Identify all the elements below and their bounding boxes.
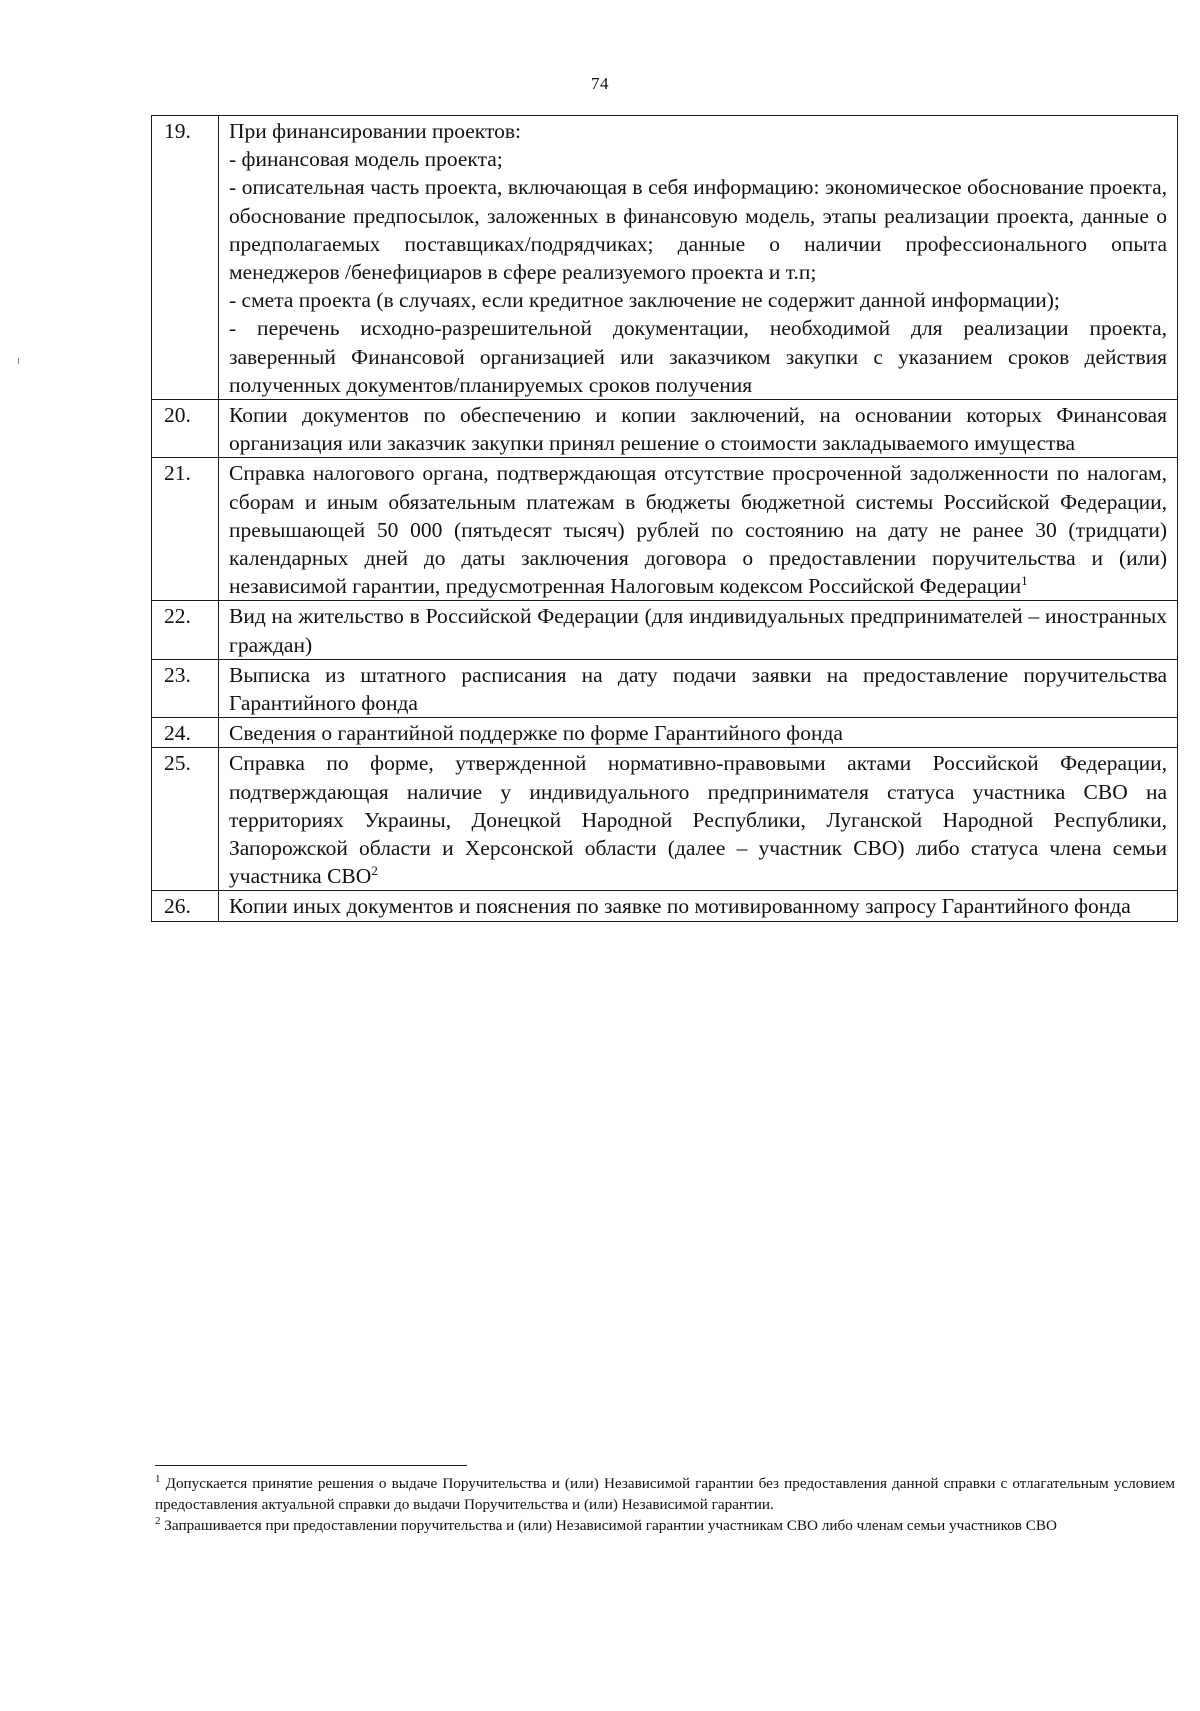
scan-margin-mark <box>18 358 19 364</box>
footnotes <box>155 1473 1175 1536</box>
table-row <box>152 458 1178 601</box>
row-line: Копии документов по обеспечению и копии заключений, на основании которых Финансовая организация или заказчик закупки принял решение о стоимости закладываемого имущества <box>229 403 1167 456</box>
table-row <box>152 891 1178 921</box>
footnote-mark: 1 <box>155 1472 161 1485</box>
row-text <box>219 891 1178 921</box>
footnote-mark: 2 <box>155 1514 161 1527</box>
footnote-separator <box>155 1465 467 1466</box>
row-line: Выписка из штатного расписания на дату подачи заявки на предоставление поручительства Гарантийного фонда <box>229 662 1167 716</box>
row-line: - описательная часть проекта, включающая в себя информацию: экономическое обоснование проекта, обоснование предпосылок, заложенных в финансовую модель, этапы реализации проекта, данные о предполагаемых поставщиках/подрядчиках; данные о наличии профессионального опыта менеджеров /бенефициаров в сфере реализуемого проекта и т.п; <box>229 175 1167 285</box>
row-text <box>219 400 1178 458</box>
footnote-reference: 1 <box>1021 573 1028 589</box>
documents-table <box>151 115 1178 922</box>
row-line: - финансовая модель проекта; <box>229 147 503 172</box>
row-line: Справка по форме, утвержденной нормативно-правовыми актами Российской Федерации, подтверждающая наличие у индивидуального предпринимателя статуса участника СВО на территориях Украины, Донецкой Народной Республики, Луганской Народной Республики, Запорожской области и Херсонской области (далее – участник СВО) либо статуса члена семьи участника СВО <box>229 751 1167 889</box>
row-line: Вид на жительство в Российской Федерации (для индивидуальных предпринимателей – иностранных граждан) <box>229 604 1167 657</box>
row-number: 20. <box>152 400 219 458</box>
row-number: 19. <box>152 116 219 400</box>
row-line: При финансировании проектов: <box>229 119 521 143</box>
row-line: - смета проекта (в случаях, если кредитное заключение не содержит данной информации); <box>229 288 1060 313</box>
page-number: 74 <box>591 74 609 93</box>
row-number: 24. <box>152 718 219 748</box>
row-number: 25. <box>152 748 219 891</box>
row-number: 23. <box>152 659 219 717</box>
footnote-text: Допускается принятие решения о выдаче Поручительства и (или) Независимой гарантии без предоставления данной справки с отлагательным условием предоставления актуальной справки до выдачи Поручительства и (или) Независимой гарантии. <box>155 1475 1175 1513</box>
row-number: 22. <box>152 601 219 659</box>
row-text <box>219 458 1178 601</box>
row-line: Сведения о гарантийной поддержке по форме Гарантийного фонда <box>229 721 843 746</box>
row-line: - перечень исходно-разрешительной документации, необходимой для реализации проекта, заверенный Финансовой организацией или заказчиком закупки с указанием сроков действия полученных документов/планируемых сроков получения <box>229 316 1167 397</box>
table-row <box>152 400 1178 458</box>
footnote-text: Запрашивается при предоставлении поручительства и (или) Независимой гарантии участникам СВО либо членам семьи участников СВО <box>160 1517 1057 1534</box>
footnote <box>155 1473 1175 1515</box>
row-text <box>219 116 1178 400</box>
row-line: Справка налогового органа, подтверждающая отсутствие просроченной задолженности по налогам, сборам и иным обязательным платежам в бюджеты бюджетной системы Российской Федерации, превышающей 50 000 (пятьдесят тысяч) рублей по состоянию на дату не ранее 30 (тридцати) календарных дней до даты заключения договора о предоставлении поручительства и (или) независимой гарантии, предусмотренная Налоговым кодексом Российской Федерации <box>229 461 1167 599</box>
footnote <box>155 1515 1175 1536</box>
row-text <box>219 601 1178 659</box>
row-text <box>219 718 1178 748</box>
table-row <box>152 659 1178 717</box>
table-row <box>152 116 1178 400</box>
footnote-reference: 2 <box>371 863 378 879</box>
table-row <box>152 601 1178 659</box>
table-row <box>152 718 1178 748</box>
row-number: 21. <box>152 458 219 601</box>
row-text <box>219 748 1178 891</box>
row-text <box>219 659 1178 717</box>
row-number: 26. <box>152 891 219 921</box>
row-line: Копии иных документов и пояснения по заявке по мотивированному запросу Гарантийного фонда <box>229 894 1131 919</box>
table-row <box>152 748 1178 891</box>
